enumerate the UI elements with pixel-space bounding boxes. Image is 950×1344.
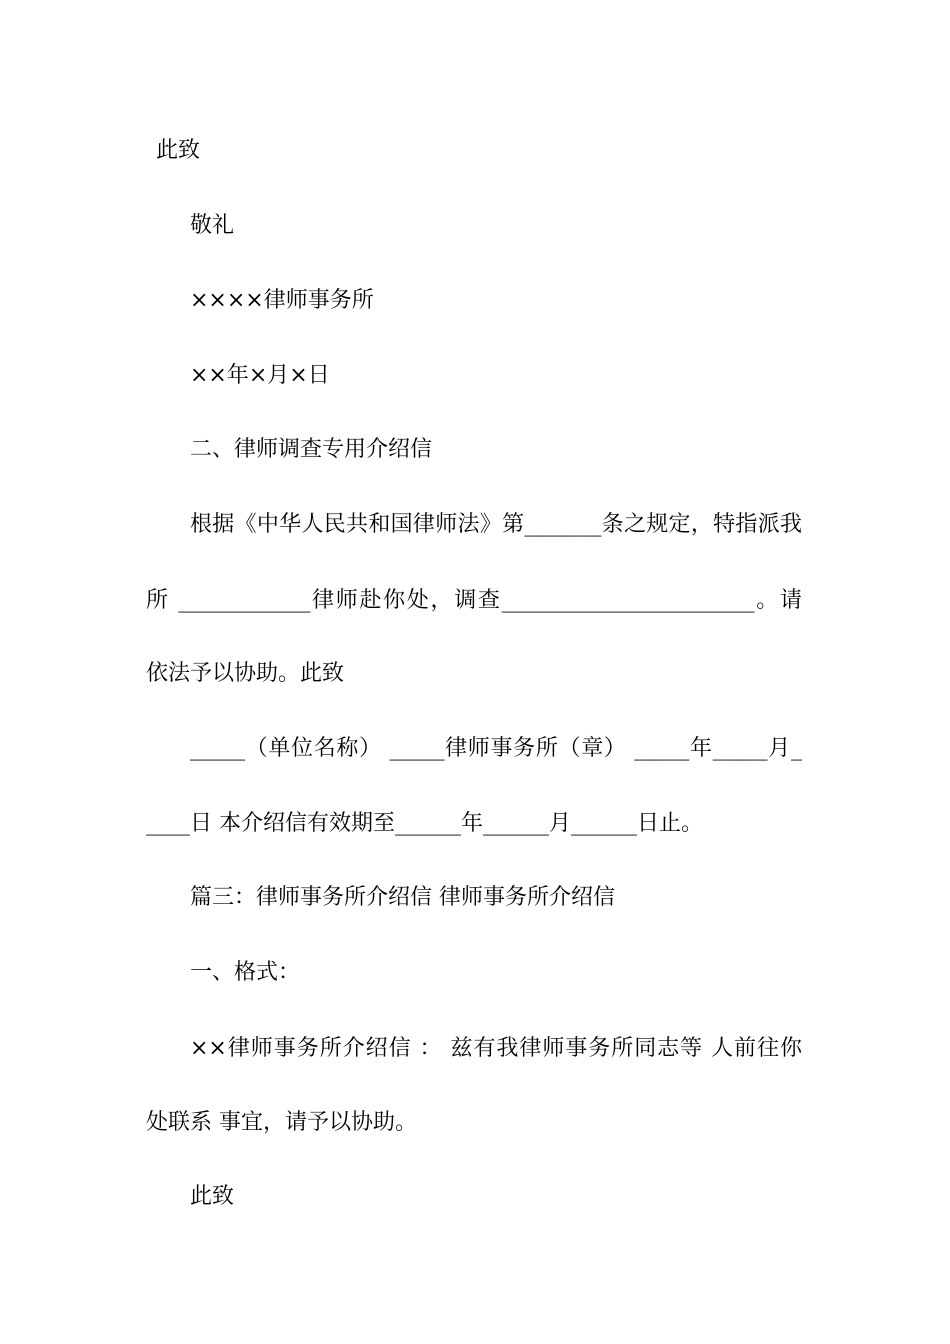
respects-line: 敬礼 xyxy=(190,213,235,238)
paragraph-line: _____（单位名称） _____律师事务所（章） _____年_____月_ xyxy=(190,736,802,761)
paragraph-line: 处联系 事宜，请予以协助。 xyxy=(146,1110,417,1135)
paragraph-line: 依法予以协助。此致 xyxy=(146,661,345,686)
paragraph-line: 所 ____________律师赴你处，调查_______________________。请 xyxy=(146,588,802,613)
date-line: ××年×月×日 xyxy=(190,363,330,388)
subheading-format: 一、格式： xyxy=(190,960,301,985)
closing-salutation: 此致 xyxy=(156,138,201,163)
law-firm-signature: ××××律师事务所 xyxy=(190,288,374,313)
paragraph-line: ____日 本介绍信有效期至______年______月______日止。 xyxy=(146,811,703,836)
paragraph-line: ××律师事务所介绍信 ： 兹有我律师事务所同志等 人前往你 xyxy=(190,1036,802,1061)
closing-salutation: 此致 xyxy=(190,1184,235,1209)
section-heading-part-three: 篇三：律师事务所介绍信 律师事务所介绍信 xyxy=(190,885,615,910)
section-heading-investigation-letter: 二、律师调查专用介绍信 xyxy=(190,437,433,462)
paragraph-line: 根据《中华人民共和国律师法》第_______条之规定，特指派我 xyxy=(190,512,802,537)
